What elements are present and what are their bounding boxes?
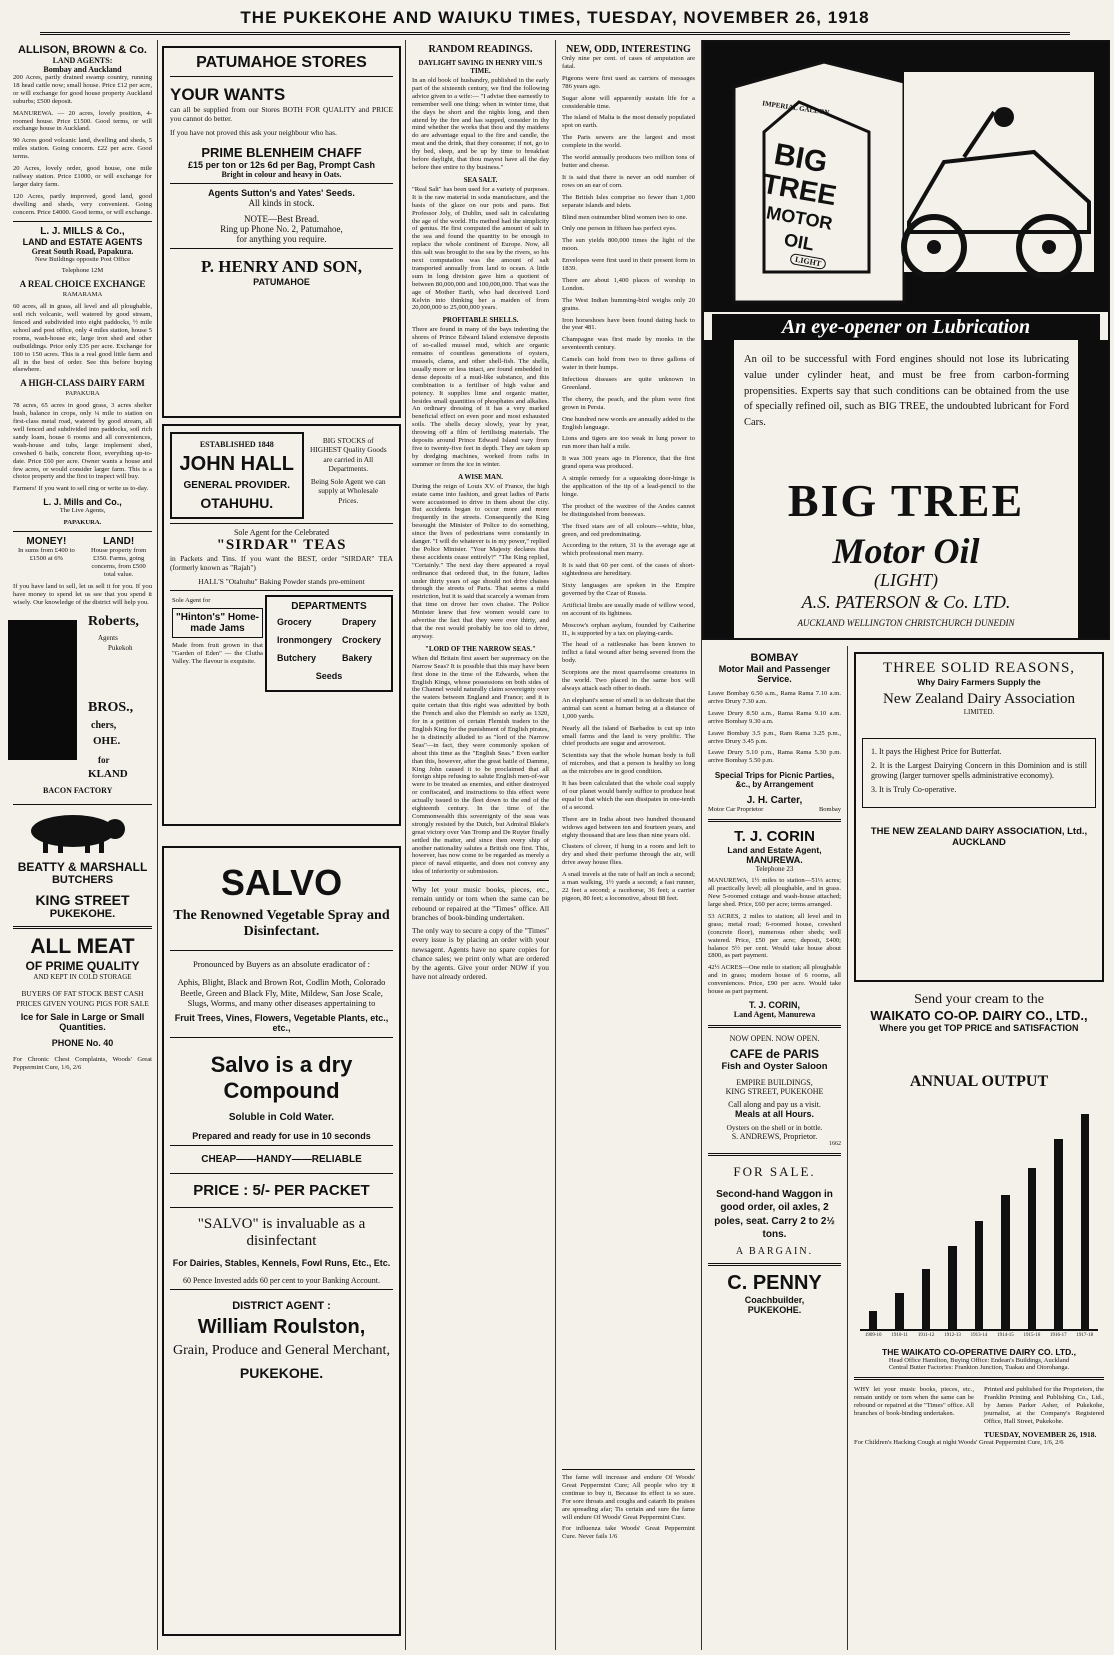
fact-item: Iron horseshoes have been found dating back to the year 481.: [562, 316, 695, 332]
top-price: Where you get TOP PRICE and SATISFACTION: [879, 1023, 1079, 1033]
column-5: [702, 646, 848, 1650]
only-way-note: The only way to secure a copy of the "Times" every issue is by placing an order with your newsagent. Agents have no spare copies for chance sales; we print only what are ordered by the agents. Give your order NOW if you have not already ordered.: [412, 926, 549, 982]
bros-text: BROS.,: [88, 700, 134, 716]
fact-item: Champagne was first made by monks in the seventeenth century.: [562, 336, 695, 352]
sea-salt-heading: SEA SALT.: [463, 175, 498, 184]
fact-item: Clusters of clover, if hung in a room and left to dry and shed their perfume through the air, will drive away house flies.: [562, 843, 695, 867]
fact-item: There are in India about two hundred thousand widows aged between ten and fourteen years, and eighty thousand that are less than nine years old.: [562, 815, 695, 839]
corin-manurewa: MANUREWA.: [746, 855, 803, 866]
chart-tick-label: 1917-18: [1076, 1333, 1094, 1338]
oil-cities: AUCKLAND WELLINGTON CHRISTCHURCH DUNEDIN: [797, 618, 1015, 628]
annual-output-chart: [860, 1099, 1098, 1331]
ice-note: Ice for Sale in Large or Small Quantities.: [20, 1011, 145, 1032]
narrow-seas-heading: "LORD OF THE NARROW SEAS.": [425, 644, 536, 653]
chart-bar: [948, 1246, 956, 1329]
fact-item: Scorpions are the most quarrelsome creatures in the world. Two placed in the same box will always attack each other to death.: [562, 669, 695, 692]
fact-item: Lions and tigers are too weak in lung power to run more than half a mile.: [562, 435, 695, 451]
salvo-invested: 60 Pence Invested adds 60 per cent to your Banking Account.: [182, 1275, 381, 1285]
masthead: THE PUKEKOHE AND WAIUKU TIMES, TUESDAY, NOVEMBER 26, 1918: [40, 4, 1070, 35]
can-big: BIG: [771, 137, 830, 180]
wise-man-body: During the reign of Louis XV. of France, the high estate came into fashion, and great ladies of Paris were accustomed to drive in them about the city. But accidents began to occur more and more frequently in the streets. Consequently the King besought the Minister of Police to do something, since the lives of pedestrians were constantly in danger. "I will do whatever is in my power," replied the Police Minister. "Your Majesty declares that these accidents cease entirely?" "The King replied, "Certainly." The next day there appeared a royal ordinance that ordered that, in the future, ladies under thirty years of age should not drive chaises through the streets of Paris. That seems a mild restriction, but it is said that scarcely a woman from that time on drove her own chaise. The Police Minister knew that few women would care to advertise the fact that they were over thirty, and that the rest would probably be too old to drive, anyway.: [412, 482, 549, 640]
roberts-text: Roberts,: [88, 614, 139, 630]
dept-bakery: Bakery: [341, 652, 372, 663]
big-tree-oil-ad: [702, 40, 1110, 640]
bargain: A BARGAIN.: [735, 1245, 814, 1257]
three-reasons: THREE SOLID REASONS,: [882, 660, 1076, 676]
wants-note: If you have not proved this ask your neighbour who has.: [170, 127, 337, 137]
damaged-ad: [13, 610, 152, 800]
big-stocks: BIG STOCKS of HIGHEST Quality Goods are carried in All Departments.: [309, 436, 387, 473]
mail-service: Motor Mail and Passenger Service.: [718, 664, 831, 684]
nz-dairy-association: New Zealand Dairy Association: [882, 691, 1076, 707]
cafe-de-paris: CAFE de PARIS: [729, 1046, 820, 1061]
column-6: [848, 646, 1110, 1650]
chart-bar: [1054, 1139, 1062, 1329]
influenza-note: For influenza take Woods' Great Peppermint Cure. Never fails 1/6: [562, 1525, 695, 1541]
timetable-row: Leave Bombay 3.5 p.m., Ram Rama 3.25 p.m., arrive Drury 3.45 p.m.: [708, 729, 841, 745]
corin-listing-2: 53 ACRES, 2 miles to station; all level and in grass; metal road; 6-roomed house, cowshed (concrete floor), numerous other sheds; well watered. Price, £50 per acre; deposit, £400; balance 5½ per cent. Would take house about £800, as part payment.: [708, 912, 841, 960]
andrews-proprietor: S. ANDREWS, Proprietor.: [731, 1131, 818, 1141]
fact-item: Sugar alone will apparently sustain life for a considerable time.: [562, 94, 695, 110]
for-text: for: [98, 755, 110, 766]
ad-code: 1662: [829, 1140, 841, 1147]
corin-name: T. J. CORIN: [734, 828, 815, 846]
column-2: [158, 40, 406, 1650]
chart-tick-label: 1914-15: [997, 1333, 1014, 1338]
empire-buildings: EMPIRE BUILDINGS,: [736, 1077, 813, 1087]
chart-bar: [975, 1221, 983, 1329]
departments-table: [271, 612, 387, 686]
phone-number: PHONE No. 40: [51, 1037, 114, 1048]
departments-heading: DEPARTMENTS: [291, 600, 367, 612]
waikato-factories: Central Butter Factories: Frankton Junction, Tuakau and Otorohanga.: [888, 1364, 1070, 1371]
chart-title: ANNUAL OUTPUT: [909, 1073, 1049, 1090]
fact-item: Blind men outnumber blind women two to one.: [562, 213, 688, 221]
celebrated: Sole Agent for the Celebrated: [233, 528, 330, 537]
bombay-heading: BOMBAY: [750, 652, 799, 664]
fact-item: A simple remedy for a squeaking door-hinge is the application of the tip of a lead-pencil to the hinge.: [562, 475, 695, 498]
fact-item: It is said that 60 per cent. of the cases of short-sightedness are hereditary.: [562, 562, 695, 578]
fact-item: Envelopes were first used in their present form in 1839.: [562, 257, 695, 273]
oats-note: Bright in colour and heavy in Oats.: [221, 169, 342, 179]
otahuhu: OTAHUHU.: [200, 495, 274, 511]
chronic-chest-note: For Chronic Chest Complaints, Woods' Great Peppermint Cure, 1/6, 2/6: [13, 1055, 152, 1071]
meals-hours: Meals at all Hours.: [734, 1108, 815, 1119]
ring-phone: Ring up Phone No. 2, Patumahoe,: [220, 223, 343, 234]
wise-man-heading: A WISE MAN.: [458, 472, 503, 481]
special-trips: Special Trips for Picnic Parties, &c., by Arrangement: [714, 771, 835, 790]
chart-bar: [1081, 1114, 1089, 1329]
fact-item: It was 300 years ago in Florence, that the first grand opera was produced.: [562, 455, 695, 471]
land-heading: LAND!: [103, 536, 135, 548]
your-wants: YOUR WANTS: [170, 85, 286, 104]
land-agents: LAND AGENTS:: [52, 56, 113, 65]
column-4: [556, 40, 702, 1650]
corin-listing-3: 42½ ACRES—One mile to station; all ploughable and in grass; modern house of 6 rooms, all conveniences. Price, £90 per acre. Would take house as part payment.: [708, 964, 841, 996]
dept-ironmongery: Ironmongery: [276, 634, 332, 645]
fact-item: The West Indian humming-bird weighs only 20 grains.: [562, 296, 695, 312]
wants-body: can all be supplied from our Stores BOTH FOR QUALITY and PRICE you cannot do better.: [170, 105, 393, 124]
hintons-body: Made from fruit grown in that "Garden of Eden" — the Clutha Valley. The flavour is exquisite.: [172, 642, 263, 666]
fact-item: The island of Malta is the most densely populated spot on earth.: [562, 114, 695, 130]
shells-heading: PROFITABLE SHELLS.: [442, 316, 519, 325]
sirdar-teas: "SIRDAR" TEAS: [216, 537, 347, 553]
paterson-name: A.S. PATERSON & Co. LTD.: [801, 592, 1011, 612]
mills-address: Great South Road, Papakura.: [31, 246, 134, 256]
timetable-row: Leave Bombay 6.50 a.m., Rama Rama 7.10 a.m. arrive Drury 7.30 a.m.: [708, 690, 841, 705]
oysters: Oysters on the shell or in bottle.: [726, 1122, 823, 1132]
chart-tick-label: 1910-11: [891, 1333, 908, 1338]
fact-item: The sun yields 800,000 times the light of the moon.: [562, 237, 695, 253]
motor-oil-heading: Motor Oil: [832, 531, 980, 571]
can-label: IMPERIAL GALLON: [761, 99, 830, 117]
money-body: In sums from £400 to £1500 at 6%: [17, 547, 75, 562]
fish-saloon: Fish and Oyster Saloon: [721, 1060, 828, 1072]
fact-item: It has been calculated that the whole coal supply of our planet would barely suffice to produce heat equal to that which the sun dissipates in one-tenth of a second.: [562, 780, 695, 811]
corin-sub: Land and Estate Agent,: [727, 845, 822, 856]
stores-title: PATUMAHOE STORES: [170, 54, 393, 77]
kland-text: KLAND: [88, 768, 128, 781]
john-hall-ad: [162, 424, 401, 826]
fame-verse: The fame will increase and endure Of Woods' Great Peppermint Cure; All people who try it continue to buy it, Because its effect is so sure. For sore throats and coughs and catarrh Its praises are spreading afar; Tis certain and sure the fame will endure Of Woods' Great Peppermint Cure.: [562, 1474, 695, 1521]
coachbuilder: Coachbuilder,: [744, 1294, 805, 1305]
fact-item: The fixed stars are of all colours—white, blue, green, and red predominating.: [562, 522, 695, 538]
seeds-agents: Agents Sutton's and Yates' Seeds.: [208, 187, 355, 198]
chart-tick-label: 1916-17: [1049, 1333, 1067, 1338]
fact-item: The head of a rattlesnake has been known to inflict a fatal wound after being severed from the body.: [562, 641, 695, 665]
fact-item: Nearly all the island of Barbados is cut up into small farms and the land is very prolific. The chief products are sugar and arrowroot.: [562, 724, 695, 748]
reasons-box: [862, 738, 1096, 808]
salvo-cheap: CHEAP——HANDY——RELIABLE: [201, 1153, 362, 1165]
farmers-note: Farmers! If you want to sell ring or write us to-day.: [13, 485, 149, 493]
mills-signature: L. J. Mills and Co.,: [43, 497, 122, 508]
fact-item: Camels can hold from two to three gallons of water in their humps.: [562, 356, 695, 372]
mills-signature-2: The Live Agents,: [59, 507, 106, 515]
buyers-note: BUYERS OF FAT STOCK BEST CASH PRICES GIVEN YOUNG PIGS FOR SALE: [16, 989, 149, 1008]
penny-name: C. PENNY: [727, 1271, 822, 1294]
patumahoe-stores-ad: [162, 46, 401, 418]
all-meat: ALL MEAT: [30, 935, 135, 959]
fact-item: Infectious diseases are quite unknown in Greenland.: [562, 376, 695, 391]
carter-name: J. H. Carter,: [746, 795, 803, 807]
corin-telephone: Telephone 23: [755, 865, 794, 874]
agents-text: Agents: [98, 634, 118, 643]
waikato-dairy: WAIKATO CO-OP. DAIRY CO., LTD.,: [870, 1008, 1088, 1023]
salvo-price: PRICE : 5/- PER PACKET: [193, 1181, 370, 1199]
henry-place: PATUMAHOE: [253, 276, 310, 287]
prime-quality: OF PRIME QUALITY: [25, 959, 140, 974]
mills-name: L. J. MILLS & Co.,: [40, 225, 125, 237]
pukekohe-heading: PUKEKOHE.: [49, 908, 116, 921]
narrow-seas-body: When did Britain first assert her supremacy on the Narrow Seas? It is possible that this may have been first done in the time of the Edwards, when the English Kings, whose possessions on both sides of the Channel would naturally claim sovereignty over the waters between England and France; and it is quite certain that this right was admitted by both the French and also the Flemish so early as 1320, for in a petition of certain Flemish traders to the English King for the punishment of English pirates, he is distinctly alluded to as "lord of the Narrow Seas"—in fact, they were commonly spoken of about this time as the "English Seas." Even earlier than this, however, after the great battle of Damme, King John caused it to be proclaimed that all foreign ships refusing to salute English men-of-war were to be treated as enemies, and either destroyed or confiscated, and instructions to this effect were actually issued to the fleet down to the end of the eighteenth century. In the time of the Commonwealth this sovereignty of the seas was strongly resisted by the Dutch, but Admiral Blake's great victory over Van Tromp and De Ruyter finally settled the matter, and since then every ship of another nationality salutes a British one first. This, however, has now come to be regarded as merely a piece of naval etiquette, and does not convey any idea of inferiority or submission.: [412, 654, 549, 876]
facts-list: [562, 55, 695, 1465]
ring-phone-2: for anything you require.: [236, 233, 327, 244]
chart-tick-labels: [860, 1331, 1098, 1343]
random-readings-title: RANDOM READINGS.: [428, 44, 533, 55]
fact-item: A snail travels at the rate of half an inch a second; a man walking, 1½ yards a second; a fast runner, 22 feet a second; a racehorse, 36 feet; a carrier pigeon, 80 feet; a locomotive, about 88 feet.: [562, 871, 695, 902]
fact-item: Sixty languages are spoken in the Empire governed by the Czar of Russia.: [562, 582, 695, 597]
fact-item: Pigeons were first used as carriers of messages 786 years ago.: [562, 74, 695, 90]
call-visit: Call along and pay us a visit.: [728, 1099, 821, 1109]
chart-tick-label: 1913-14: [970, 1333, 988, 1338]
column-1: [8, 40, 158, 1650]
fact-item: The world annually produces two million tons of butter and cheese.: [562, 154, 695, 169]
fact-item: Artificial limbs are usually made of willow wood, on account of its lightness.: [562, 601, 695, 617]
listing-5: 120 Acres, partly improved, good land, good dwelling and sheds, very convenient. Going concern. Price £4000. Good terms, or will exchange.: [13, 192, 152, 216]
carter-place: Bombay: [818, 806, 841, 814]
roulston-place: PUKEKOHE.: [239, 1364, 324, 1381]
fact-item: An elephant's sense of smell is so delicate that the animal can scent a human being at a distance of 1,000 yards.: [562, 696, 695, 720]
salvo-pronounced: Pronounced by Buyers as an absolute eradicator of :: [192, 959, 371, 969]
corin-listing-1: MANUREWA, 1½ miles to station—51⅓ acres; all practically level; all ploughable, and in grass. New 5-roomed cottage and wash-house attached; large shed. Price, £60 per acre; terms arranged.: [708, 877, 841, 908]
dark-frame-left: [704, 340, 734, 640]
shells-body: There are found in many of the bays indenting the shores of Prince Edward Island extensive deposits of so-called mussel mud, which are organic remains of countless generations of oysters, mussels, clams, and other shell-fish. The shells, usually more or less intact, are found embedded in dense deposits of a mud-like substance, and this combination is a fertiliser of high value and potency. It supplies lime and organic matter, besides small quantities of phosphates and alkalies. An ordinary dressing of it has a very marked beneficial effect on even poor and most exhausted soils. The shells decay slowly, year by year, throwing off a film of fertilising materials. The deposits around Prince Edward Island vary from five to twenty-five feet in depth. They are taken up by dredging machines, worked from rafts in summer or from the ice in winter.: [412, 326, 549, 468]
sirdar-body: in Packets and Tins. If you want the BEST, order "SIRDAR" TEA (formerly known as "Rajah"): [170, 554, 393, 573]
printed-by: Printed and published for the Proprietors, the Franklin Printing and Publishing Co., Ltd., by James Parker Asher, of Pukekohe, journalist, at the Company's Registered Office, Hall Street, Pukekohe.: [984, 1386, 1104, 1425]
dairy-farm-heading: A HIGH-CLASS DAIRY FARM: [20, 378, 145, 389]
music-books-note: Why let your music books, pieces, etc., remain untidy or torn when the same can be rebound or repaired at the "Times" office. All branches of book-binding undertaken.: [412, 885, 549, 922]
salvo-soluble: Soluble in Cold Water.: [228, 1111, 335, 1123]
salvo-ad: [162, 846, 401, 1636]
money-heading: MONEY!: [26, 536, 67, 548]
dept-grocery: Grocery: [276, 616, 312, 627]
salvo-subtitle: The Renowned Vegetable Spray and Disinfectant.: [173, 908, 390, 939]
chart-tick-label: 1911-12: [917, 1333, 935, 1338]
seeds-stock: All kinds in stock.: [248, 197, 315, 208]
king-street: KING STREET: [35, 892, 130, 909]
fact-item: Only one person in fifteen has perfect eyes.: [562, 225, 677, 233]
dept-crockery: Crockery: [341, 634, 381, 645]
money-note: If you have land to sell, let us sell it for you. If you have money to spend let us see that you spend it wisely. Our knowledge of the district will help you.: [13, 582, 152, 606]
fact-item: One hundred new words are annually added to the English language.: [562, 415, 695, 431]
mills-signature-3: PAPAKURA.: [63, 519, 102, 527]
salvo-dairies: For Dairies, Stables, Kennels, Fowl Runs, Etc., Etc.: [172, 1257, 391, 1268]
chaff-price: £15 per ton or 12s 6d per Bag, Prompt Cash: [187, 159, 376, 170]
sea-salt-body: "Real Salt" has been used for a variety of purposes. It is the raw material in soda manufacture, and the basis of the glaze on our pots and pans. But Professor Joly, of Dublin, used salt in calculating the age of the world. His method had the simplicity of genius. He first computed the amount of salt in the sea and found the quantity to be enough to replace the whole continent of Europe. Now, all this salt was brought to the sea by the rivers, so his next computation was the amount of salt transported annually from land to ocean. A little sum in long division gave him a quotient of between 80,000,000 and 100,000,000. That was the age of Mother Earth, who had deceived Lord Kelvin into thinking her a maiden of from 20,000,000 to 25,000,000 years.: [412, 185, 549, 312]
fact-item: There are about 1,400 places of worship in London.: [562, 276, 695, 292]
why-dairy: Why Dairy Farmers Supply the: [917, 677, 1041, 687]
pukekoh-text: Pukekoh: [108, 644, 133, 653]
chart-bar: [922, 1269, 930, 1329]
exchange-place: RAMARAMA: [62, 291, 103, 299]
sole-agent: Being Sole Agent we can supply at Wholesale Prices.: [310, 477, 386, 505]
listing-2: MANUREWA. — 20 acres, lovely position, 4-roomed house. Price £1500. Good terms, or will exchange house in Auckland.: [13, 109, 152, 133]
fact-item: According to the return, 31 is the average age at which professional men marry.: [562, 542, 695, 558]
henry-and-son: P. HENRY AND SON,: [200, 256, 363, 276]
listing-3: 90 Acres good volcanic land, dwelling and sheds, 5 miles station. Going concern. £22 per acre. Good terms.: [13, 137, 152, 161]
salvo-prepared: Prepared and ready for use in 10 seconds: [192, 1130, 371, 1141]
established: ESTABLISHED 1848: [199, 440, 274, 449]
ohe-text: OHE.: [93, 735, 121, 748]
fact-item: It is said that there is never an odd number of rows on an ear of corn.: [562, 173, 695, 189]
waikato-head-office: Head Office Hamilton, Buying Office: Endean's Buildings, Auckland: [888, 1357, 1070, 1364]
issue-date: TUESDAY, NOVEMBER 26, 1918.: [984, 1429, 1097, 1439]
childrens-cough-note: For Children's Hacking Cough at night Woods' Great Peppermint Cure, 1/6, 2/6: [854, 1438, 1064, 1446]
nz-dairy-ad: [854, 652, 1104, 982]
prime-chaff: PRIME BLENHEIM CHAFF: [201, 144, 362, 160]
for-sale: FOR SALE.: [733, 1163, 816, 1179]
chart-tick-label: 1915-16: [1023, 1333, 1041, 1338]
general-provider: GENERAL PROVIDER.: [183, 480, 291, 491]
eye-opener-banner: An eye-opener on Lubrication: [712, 314, 1100, 340]
john-hall: JOHN HALL: [179, 453, 294, 475]
chart-bar: [1028, 1168, 1036, 1329]
fact-item: Only nine per cent. of cases of amputation are fatal.: [562, 55, 695, 70]
oil-body: An oil to be successful with Ford engines should not lose its lubricating value under cylinder heat, and must be free from carbon-forming propensities. Experts say that such conditions can be obtained from the use of specially refined oil, such as BIG TREE, the undoubted lubricant for Ford Cars.: [744, 354, 1069, 428]
butchers-heading: BUTCHERS: [51, 874, 114, 887]
roulston-grain: Grain, Produce and General Merchant,: [173, 1342, 390, 1358]
can-light: LIGHT: [789, 253, 827, 270]
mills-address-2: New Buildings opposite Post Office: [34, 255, 131, 263]
baking-powder: HALL'S "Otahuhu" Baking Powder stands pre-eminent: [198, 576, 365, 586]
mills-sub: LAND and ESTATE AGENTS: [22, 236, 143, 247]
fact-item: Moscow's orphan asylum, founded by Catherine II., is supported by a tax on playing-cards.: [562, 621, 695, 637]
pig-icon: [13, 809, 143, 855]
reason-item: 2. It is the Largest Dairying Concern in this Dominion and is still growing (larger turnover spells administrative economy).: [871, 761, 1087, 780]
king-street-address: KING STREET, PUKEKOHE: [725, 1086, 824, 1096]
beatty-marshall: BEATTY & MARSHALL: [17, 860, 148, 875]
ink-damage: [8, 620, 77, 760]
corin-signature: T. J. CORIN,: [748, 999, 800, 1010]
hintons-jams: "Hinton's" Home-made Jams: [172, 608, 263, 638]
dairy-farm-place: PAPAKURA: [65, 390, 100, 398]
bread-note: NOTE—Best Bread.: [244, 213, 319, 224]
music-books-note-2: WHY let your music books, pieces, etc., remain untidy or torn when the same can be rebound or repaired at the "Times" office. All branches of book-binding undertaken.: [854, 1386, 974, 1417]
exchange-body: 60 acres, all in grass, all level and all ploughable, soil rich volcanic, well watered by good stream, fenced and subdivided into eight paddocks, ½ mile school and post office, only 4 miles station, house 5 rooms, wash-house etc, large iron shed and other outbuildings. Price only £35 per acre. Exchange for 100 to 150 acres. This is a real good little farm and all in the best of order. See this before buying elsewhere.: [13, 303, 152, 374]
timetable-row: Leave Drury 5.10 p.m., Rama Rama 5.30 p.m. arrive Bombay 5.50 p.m.: [708, 749, 841, 765]
dept-seeds: Seeds: [315, 670, 343, 681]
chart-tick-label: 1909-10: [864, 1333, 882, 1338]
column-3: [406, 40, 556, 1650]
timetable-row: Leave Drury 8.50 a.m., Rama Rama 9.10 a.m. arrive Bombay 9.30 a.m.: [708, 709, 841, 725]
allison-brown-title: ALLISON, BROWN & Co.: [18, 44, 147, 56]
fact-item: The British Isles comprise no fewer than 1,000 separate islands and islets.: [562, 193, 695, 209]
listing-1: 200 Acres, partly drained swamp country, running 18 head cattle now; small house. Price £12 per acre, or will exchange for good house property Auckland suburbs; £500 deposit.: [13, 74, 152, 105]
fact-item: Scientists say that the whole human body is full of microbes, and that a person is healthy so long as the microbes are in good condition.: [562, 752, 695, 776]
nz-dairy-limited: LIMITED.: [963, 708, 995, 716]
fact-item: The cherry, the peach, and the plum were first grown in Persia.: [562, 395, 695, 411]
salvo-list: Aphis, Blight, Black and Brown Rot, Codlin Moth, Colorado Beetle, Green and Black Fly, Mite, Mildew, San Jose Scale, Slugs, Worms, and many other diseases appertaining to: [177, 977, 386, 1009]
district-agent: DISTRICT AGENT :: [232, 1299, 331, 1312]
cold-storage: AND KEPT IN COLD STORAGE: [33, 973, 132, 982]
chart-bar: [895, 1293, 903, 1329]
send-cream: Send your cream to the: [914, 992, 1044, 1007]
bacon-factory: BACON FACTORY: [43, 786, 113, 796]
can-motor: MOTOR: [764, 202, 834, 234]
waikato-firm: THE WAIKATO CO-OPERATIVE DAIRY CO. LTD.,: [882, 1347, 1076, 1357]
big-tree-heading: BIG TREE: [787, 475, 1025, 526]
mills-telephone: Telephone 12M: [61, 267, 104, 275]
salvo-plants: Fruit Trees, Vines, Flowers, Vegetable Plants, etc., etc.,: [174, 1012, 389, 1033]
corin-signature-2: Land Agent, Manurewa: [733, 1009, 816, 1019]
light-label: (LIGHT): [873, 570, 938, 590]
new-odd-interesting-title: NEW, ODD, INTERESTING: [566, 44, 691, 55]
dark-frame-right: [1078, 340, 1108, 640]
salvo-invaluable: "SALVO" is invaluable as a disinfectant: [197, 1215, 366, 1249]
daylight-heading: DAYLIGHT SAVING IN HENRY VIII.'S TIME.: [418, 59, 543, 75]
dept-drapery: Drapery: [341, 616, 376, 627]
now-open: NOW OPEN. NOW OPEN.: [729, 1033, 820, 1043]
salvo-title: SALVO: [220, 862, 343, 903]
dairy-farm-body: 78 acres, 65 acres in good grass, 3 acres shelter bush, balance in crops, only ¼ mile to station on first-class metal road, watered by good stream, all well fenced and subdivided into paddocks, soil rich sandy loam, house 6 rooms and all conveniences, wash-house and tubs, large implement shed, cowshed 6 bails, concrete floor, everything up-to-date. Price £60 per acre. Owner wants a house and few acres, or would consider larger farm. This is a choice property and the first to inspect will buy.: [13, 402, 152, 481]
listing-4: 20 Acres, lovely order, good house, one mile railway station. Price £1000, or will exchange for larger dairy farm.: [13, 165, 152, 188]
chart-bar: [869, 1311, 877, 1329]
can-oil: OIL: [782, 229, 816, 255]
penny-place: PUKEKOHE.: [747, 1304, 802, 1315]
fact-item: The product of the waxtree of the Andes cannot be distinguished from beeswax.: [562, 502, 695, 518]
waggon-description: Second-hand Waggon in good order, oil axles, 2 poles, seat. Carry 2 to 2½ tons.: [714, 1188, 835, 1241]
william-roulston: William Roulston,: [197, 1315, 366, 1338]
fact-item: The Paris sewers are the largest and most complete in the world.: [562, 134, 695, 150]
land-body: House property from £350. Farms, going concerns, from £500 total value.: [90, 547, 147, 578]
reason-item: 3. It is Truly Co-operative.: [871, 785, 957, 794]
nz-dairy-footer: THE NEW ZEALAND DAIRY ASSOCIATION, Ltd., AUCKLAND: [870, 826, 1088, 848]
daylight-body: In an old book of husbandry, published in the early part of the sixteenth century, we find the following advice given to a wife:— "I advise thee earnestly to remember well one thing: when in winter time, that the days be short and the nights long, and then attend by the fire and has supped, consider in thy mind whether the works that thou and thy maidens do are advantage equal to the fire and candle, the meat and the drink, that they consume; if not, go to thy bed, sleep, and be up by time to breakfast before daylight, that thou mayest have all the day before thee entire to thy business.": [412, 77, 549, 171]
bombay-auckland: Bombay and Auckland: [43, 65, 122, 74]
chers-text: chers,: [91, 720, 117, 732]
dept-butchery: Butchery: [276, 652, 316, 663]
chart-bar: [1001, 1195, 1009, 1329]
salvo-dry: Salvo is a dry Compound: [210, 1051, 353, 1103]
chart-tick-label: 1912-13: [944, 1333, 961, 1338]
exchange-heading: A REAL CHOICE EXCHANGE: [19, 279, 146, 290]
can-tree: TREE: [759, 167, 839, 212]
carter-role: Motor Car Proprietor: [708, 806, 764, 814]
sole-agent-for: Sole Agent for: [172, 596, 211, 604]
reason-item: 1. It pays the Highest Price for Butterfat.: [871, 747, 1002, 756]
